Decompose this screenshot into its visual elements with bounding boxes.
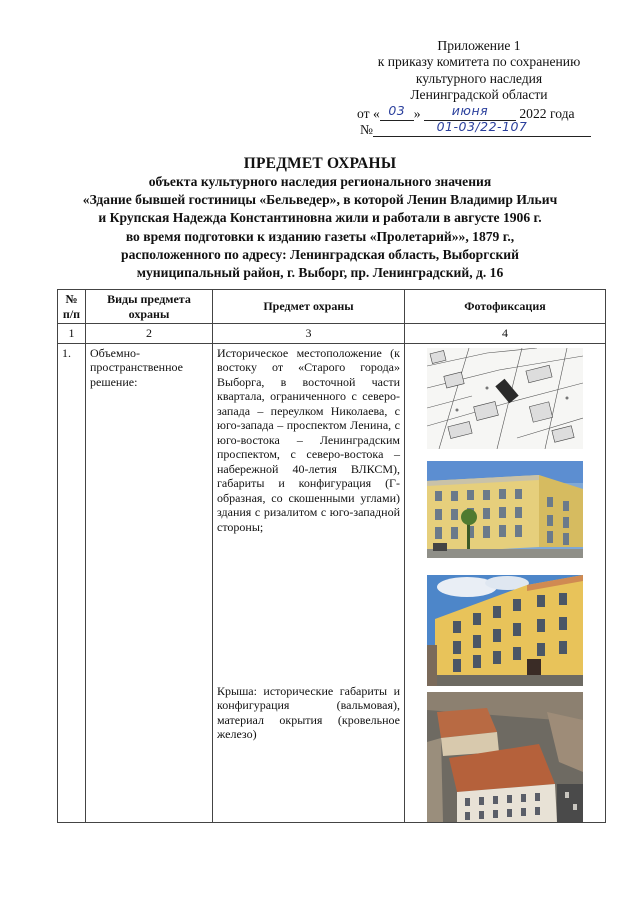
appendix-header: [350, 38, 608, 104]
title-line: объекта культурного наследия регионального значения: [148, 174, 492, 189]
number-value: 01-03/22-107: [436, 119, 528, 134]
facade-photo: [427, 575, 583, 686]
title-line: и Крупская Надежда Константиновна жили и работали в августе 1906 г.: [98, 210, 542, 226]
table-header-row: [58, 290, 606, 324]
title-line: «Здание бывшей гостиницы «Бельведер», в которой Ленин Владимир Ильич: [82, 192, 558, 208]
aerial-roof-photo: [427, 692, 583, 822]
header-photo: Фотофиксация: [405, 290, 606, 324]
title-main: ПРЕДМЕТ ОХРАНЫ: [243, 155, 397, 172]
appendix-line: Приложение 1: [437, 38, 521, 53]
title-line: расположенного по адресу: Ленинградская область, Выборгский: [121, 246, 519, 262]
row-photos: [405, 343, 606, 822]
row-type: Объемно-пространственное решение:: [86, 343, 213, 822]
row-subject: [213, 343, 405, 822]
title-line: во время подготовки к изданию газеты «Пролетарий»», 1879 г.,: [125, 228, 515, 244]
document-title: [40, 154, 600, 282]
subject-roof-text: Крыша: исторические габариты и конфигурация (вальмовая), материал окрытия (кровельное железо): [217, 683, 400, 741]
site-map-image: [427, 348, 583, 449]
appendix-line: культурного наследия: [415, 70, 543, 86]
number-prefix: №: [360, 122, 373, 137]
date-suffix: 2022 года: [519, 106, 575, 121]
facade-photo: [427, 461, 583, 558]
protection-table: [57, 289, 606, 823]
date-prefix: от «: [357, 106, 380, 121]
subject-location-text: Историческое местоположение (к востоку от «Старого города» Выборга, в восточной части квартала, ограниченного с северо-запада – переулком Николаева, с юго-запада – проспектом Ленина, с юго-востока – Ленинградским проспектом, с северо-востока – набережной 40-летия ВЛКСМ), габариты и конфигурация (Г-образная, со скошенными углами) здания с ризалитом с юго-западной стороны;: [217, 345, 400, 534]
column-number: 1: [58, 324, 86, 344]
column-number: 2: [86, 324, 213, 344]
column-number: 3: [213, 324, 405, 344]
header-subject: Предмет охраны: [213, 290, 405, 324]
column-number-row: [58, 324, 606, 344]
title-line: муниципальный район, г. Выборг, пр. Ленинградский, д. 16: [136, 265, 504, 281]
appendix-line: к приказу комитета по сохранению: [377, 54, 581, 70]
row-number: 1.: [58, 343, 86, 822]
date-day-field: [380, 103, 414, 121]
table-row: [58, 343, 606, 822]
date-day: 03: [388, 103, 406, 118]
header-number: № п/п: [58, 290, 86, 324]
column-number: 4: [405, 324, 606, 344]
date-mid: »: [413, 106, 421, 121]
number-field: [373, 119, 591, 137]
header-type: Виды предмета охраны: [86, 290, 213, 324]
date-month: июня: [451, 103, 489, 118]
order-number: [360, 119, 591, 138]
appendix-line: Ленинградской области: [410, 87, 548, 103]
